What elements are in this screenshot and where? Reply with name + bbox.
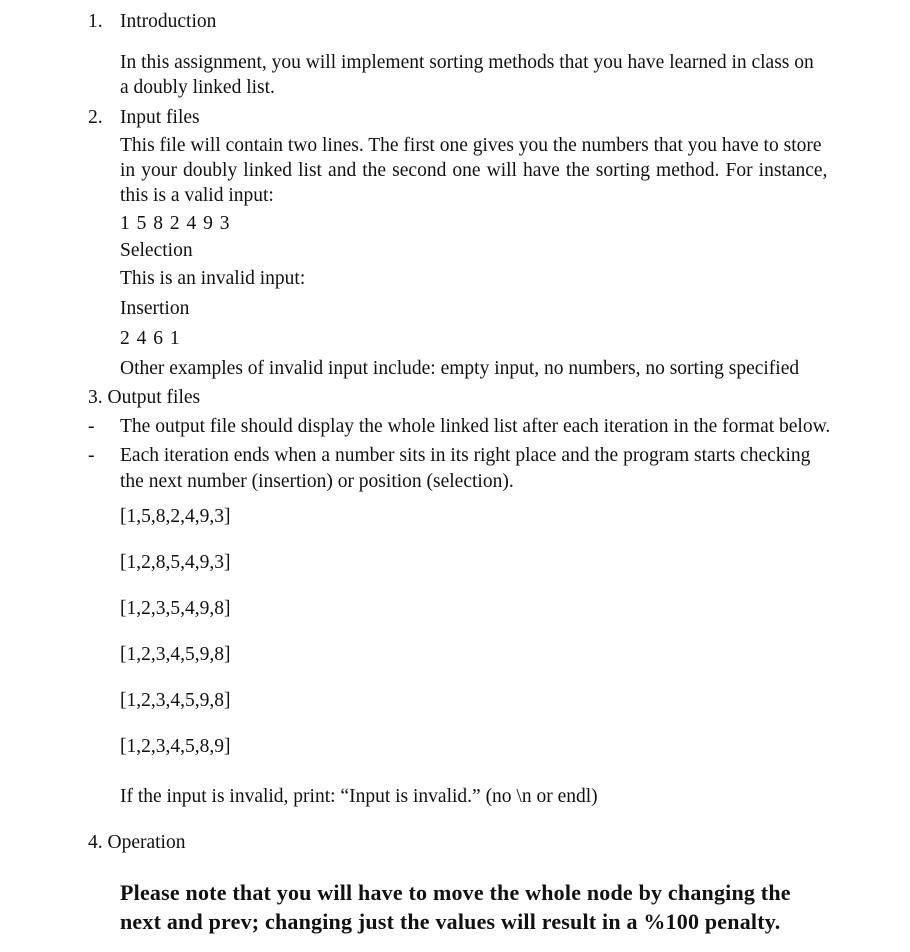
output-bullet-line: Each iteration ends when a number sits in its right place and the program starts checking [120,445,811,466]
valid-input-method: Selection [120,240,193,261]
invalid-input-method: Insertion [120,298,190,319]
intro-paragraph-line: a doubly linked list. [120,77,275,98]
valid-input-numbers: 1 5 8 2 4 9 3 [120,213,231,234]
iteration-line: [1,2,3,4,5,8,9] [120,736,231,757]
output-bullet-line: The output file should display the whole linked list after each iteration in the format below. [120,416,831,437]
section-number: 2. [88,107,103,128]
invalid-input-numbers: 2 4 6 1 [120,328,181,349]
iteration-line: [1,2,3,4,5,9,8] [120,644,231,665]
bullet-dash: - [88,416,95,437]
input-paragraph-line: this is a valid input: [120,185,274,206]
penalty-note-line: next and prev; changing just the values will result in a %100 penalty. [120,909,781,934]
section-heading-introduction: Introduction [120,11,217,32]
input-paragraph-line: in your doubly linked list and the second one will have the sorting method. For instance, [120,160,828,181]
output-bullet-line: the next number (insertion) or position (selection). [120,471,514,492]
intro-paragraph-line: In this assignment, you will implement sorting methods that you have learned in class on [120,52,814,73]
other-invalid-examples: Other examples of invalid input include: empty input, no numbers, no sorting specified [120,358,800,379]
iteration-line: [1,5,8,2,4,9,3] [120,506,231,527]
iteration-line: [1,2,8,5,4,9,3] [120,552,231,573]
input-paragraph-line: This file will contain two lines. The first one gives you the numbers that you have to store [120,135,822,156]
section-number: 1. [88,11,103,32]
iteration-line: [1,2,3,4,5,9,8] [120,690,231,711]
bullet-dash: - [88,445,95,466]
iteration-line: [1,2,3,5,4,9,8] [120,598,231,619]
section-heading-operation: 4. Operation [88,832,186,853]
invalid-output-note: If the input is invalid, print: “Input is invalid.” (no \n or endl) [120,786,598,807]
section-heading-input-files: Input files [120,107,200,128]
section-heading-output-files: 3. Output files [88,387,201,408]
invalid-input-intro: This is an invalid input: [120,268,306,289]
penalty-note-line: Please note that you will have to move the whole node by changing the [120,880,791,905]
